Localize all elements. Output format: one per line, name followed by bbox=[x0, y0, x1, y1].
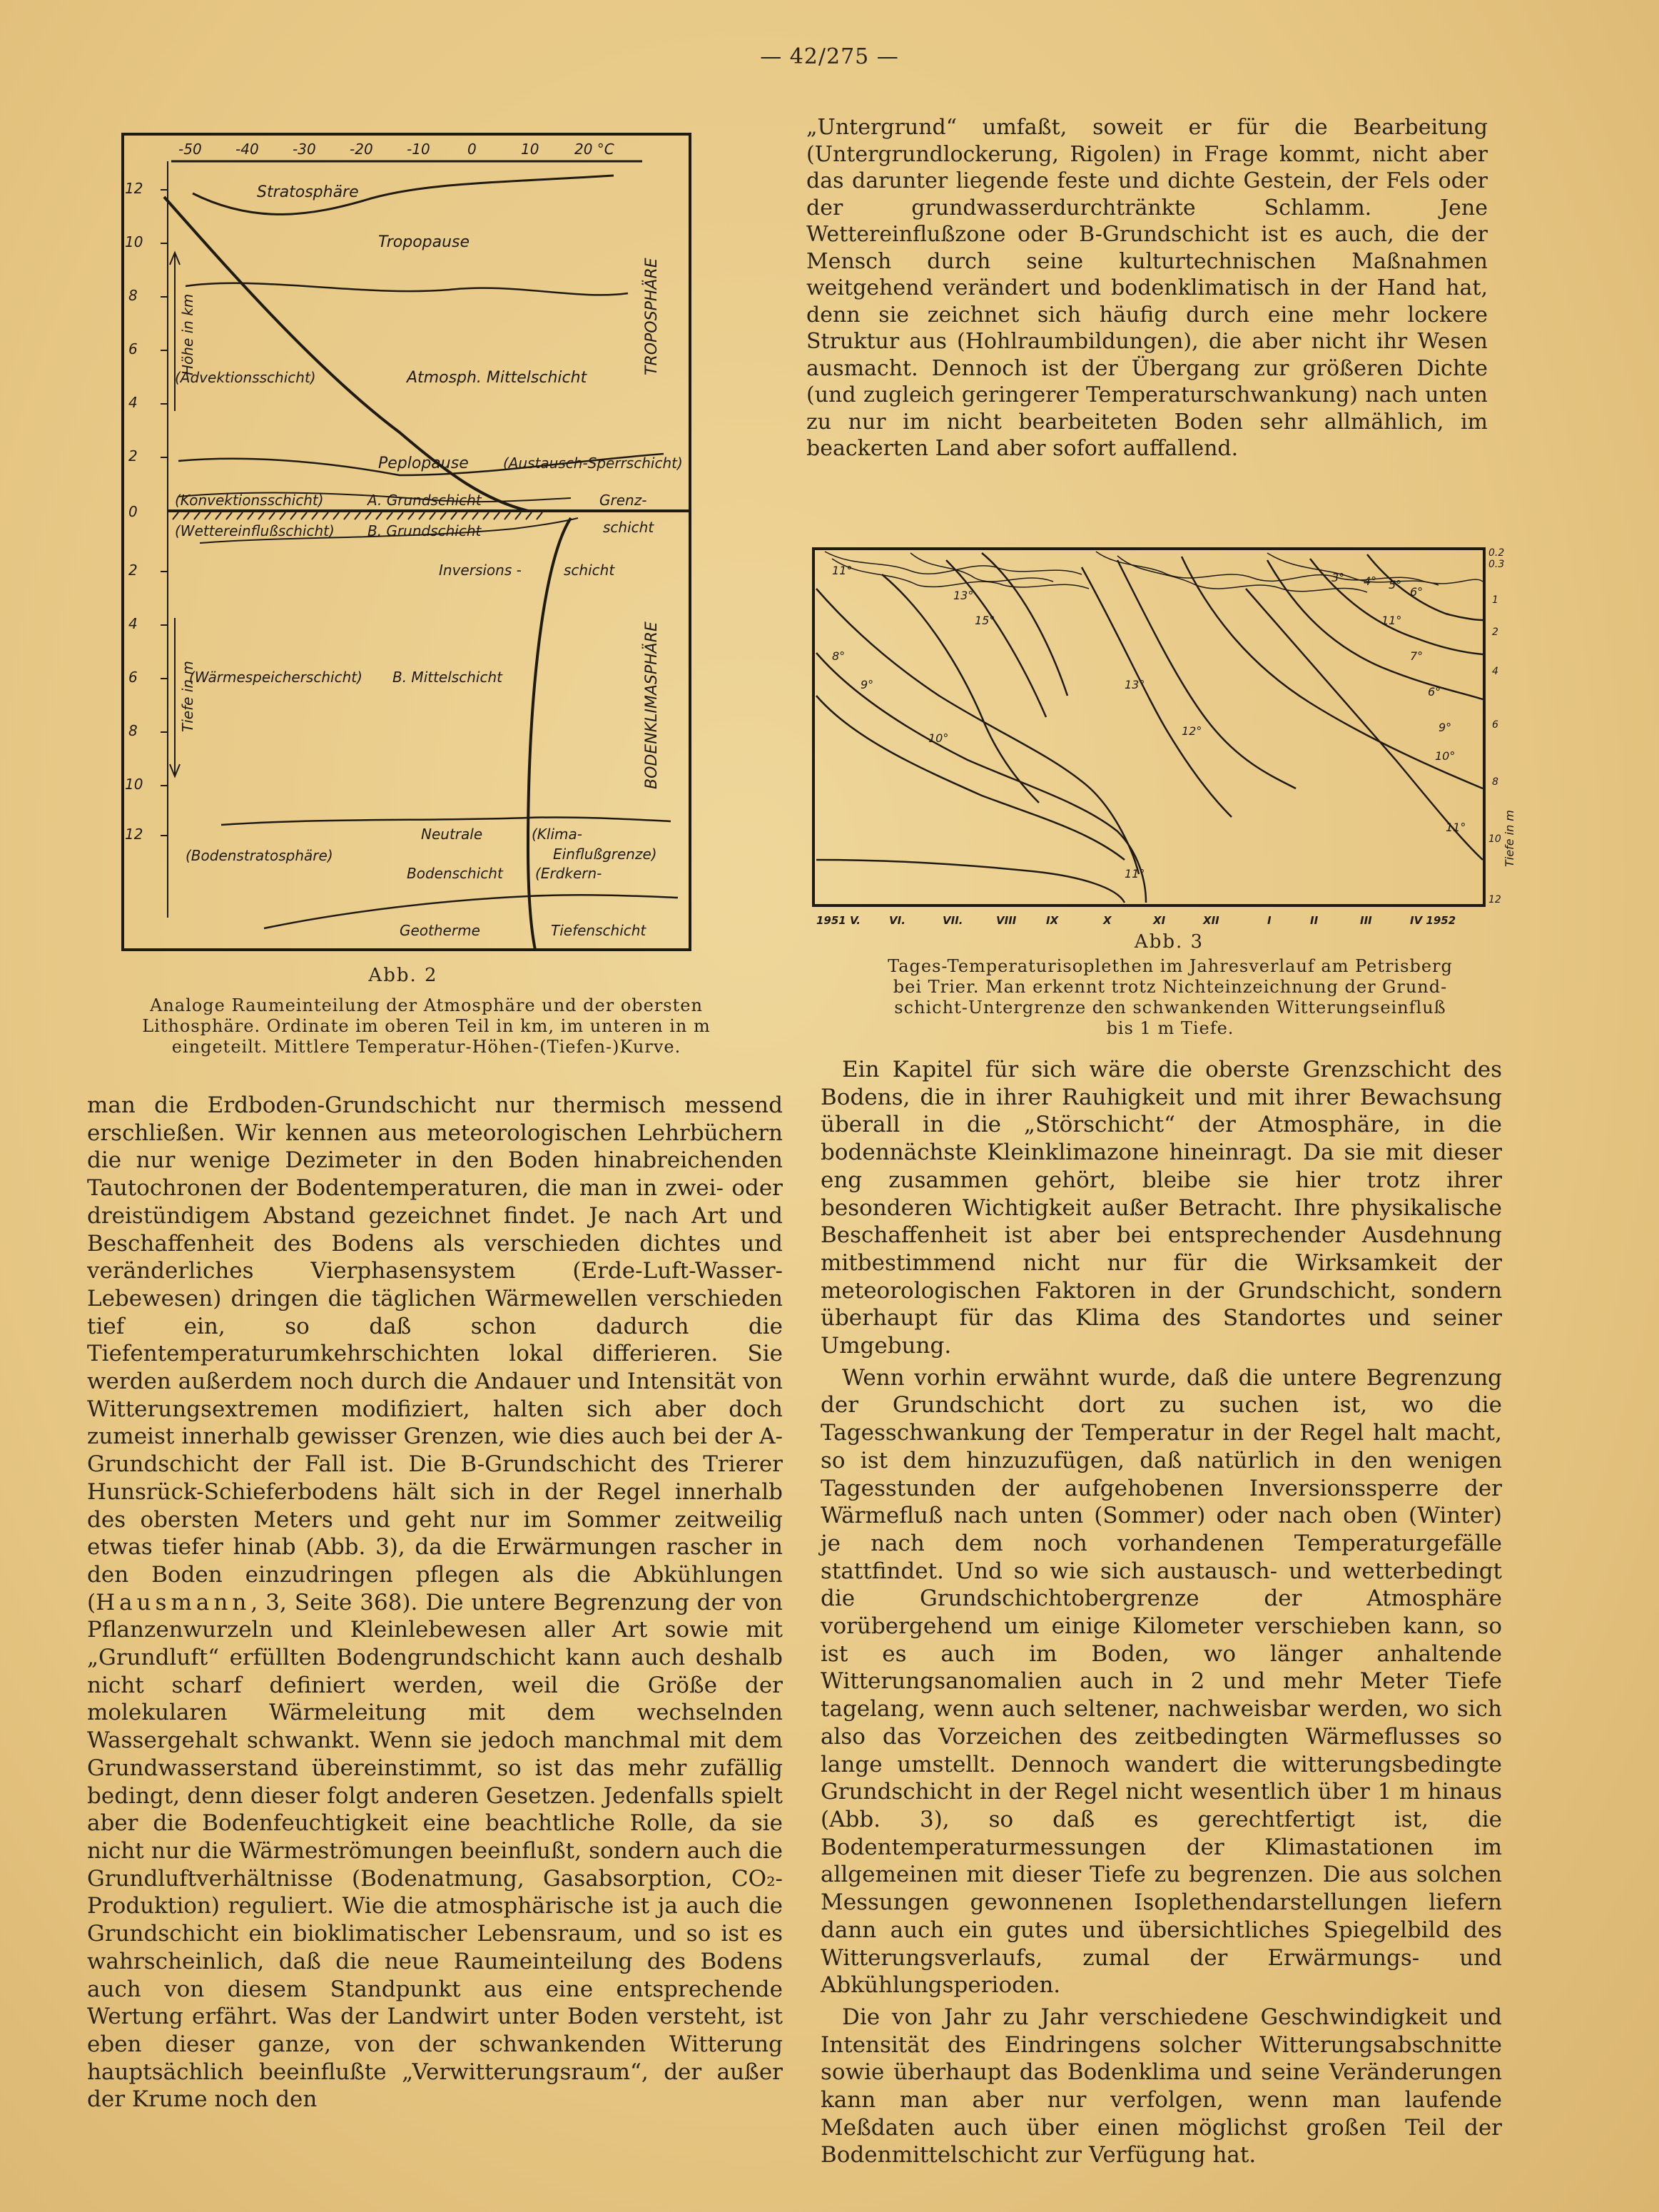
right-paragraph-2: Wenn vorhin erwähnt wurde, daß die untere Begrenzung der Grundschicht dort zu suchen ist, wo die Tagesschwankung der Temperatur in der Regel halt macht, so ist dem hinzuzufügen, daß natürlich in den wenigen Tagesstunden der aufgehobenen Inversionssperre der Wärmefluß nach unten (Sommer) oder nach oben (Winter) je nach dem noch vorhandenen Temperaturgefälle stattfindet. Und so wie sich austausch- und wetterbedingt die Grundschichtobergrenze der Atmosphäre vorübergehend um einige Kilometer verschieben kann, so ist es auch im Boden, wo länger anhaltende Witterungsanomalien auch in 2 und mehr Meter Tiefe tagelang, wenn auch seltener, nachweisbar werden, wo sich also das Vorzeichen des zeitbedingten Wärmeflusses so lange umstellt. Dennoch wandert die witterungsbedingte Grundschicht in der Regel nicht wesentlich über 1 m hinaus (Abb. 3), so daß es gerechtfertigt ist, die Bodentemperaturmessungen der Klimastationen im allgemeinen mit dieser Tiefe zu begrenzen. Die aus solchen Messungen gewonnenen Isoplethendarstellungen liefern dann auch ein gutes und übersichtliches Spiegelbild des Witterungsverlaufs, zumal der Erwärmungs- und Abkühlungsperioden. bbox=[821, 1364, 1502, 1999]
fig2-temp-tick: -10 bbox=[407, 141, 430, 158]
fig3-month-label: VII. bbox=[943, 914, 963, 927]
fig2-depth-tick: 4 bbox=[128, 615, 138, 632]
fig3-isotherm-label: 5° bbox=[1389, 578, 1402, 592]
fig3-surface-bands bbox=[825, 552, 1483, 592]
fig2-axis-height: Höhe in km bbox=[179, 293, 196, 375]
fig3-depth-axis: Tiefe in m bbox=[1503, 810, 1516, 867]
author-name: Hausmann bbox=[96, 1589, 251, 1615]
fig3-isotherm-label: 6° bbox=[1428, 685, 1441, 699]
page-number: — 42/275 — bbox=[760, 44, 899, 69]
right-top-paragraph: „Untergrund“ umfaßt, soweit er für die Bearbeitung (Untergrundlockerung, Rigolen) in Frage kommt, nicht aber das darunter liegende feste und dichte Gestein, der Fels oder der grundwasserdurchtränkte Schlamm. Jene Wettereinflußzone oder B-Grundschicht ist es auch, die der Mensch durch seine kulturtechnischen Maßnahmen weitgehend verändert und bodenklimatisch in der Hand hat, denn sie zeichnet sich häufig durch eine mehr lockere Struktur aus (Hohlraumbildungen), die aber nicht ihr Wesen ausmacht. Dennoch ist der Übergang zur größeren Dichte (und zugleich geringerer Temperaturschwankung) nach unten zu nur im nicht bearbeiteten Boden sehr allmählich, im beackerten Land aber sofort auffallend. bbox=[806, 115, 1488, 461]
fig2-depth-tick: 6 bbox=[128, 669, 138, 686]
fig2-label-austausch: (Austausch-Sperrschicht) bbox=[503, 455, 683, 472]
fig3-isotherm-label: 11° bbox=[1381, 614, 1402, 627]
fig2-label-inversions: Inversions - bbox=[439, 562, 522, 579]
fig2-temp-tick: -50 bbox=[178, 141, 202, 158]
fig3-isotherm-label: 11° bbox=[1446, 821, 1466, 834]
fig3-depth-ticks bbox=[1488, 547, 1504, 905]
fig3-depth-tick: 1 bbox=[1492, 594, 1498, 606]
fig3-month-labels bbox=[816, 914, 1456, 927]
fig3-month-label: IV 1952 bbox=[1410, 914, 1456, 927]
fig3-month-label: II bbox=[1310, 914, 1319, 927]
fig2-height-tick: 12 bbox=[125, 180, 143, 197]
fig2-temp-tick: -40 bbox=[235, 141, 259, 158]
right-column bbox=[821, 1056, 1502, 2169]
fig2-depth-tick: 12 bbox=[125, 826, 143, 843]
fig3-isotherm-label: 4° bbox=[1364, 574, 1377, 588]
fig2-ordinate-ticks bbox=[161, 190, 168, 836]
fig3-isotherm-label: 8° bbox=[832, 649, 846, 663]
fig3-depth-tick: 10 bbox=[1488, 833, 1501, 845]
fig2-label-bodenschicht: Bodenschicht bbox=[407, 865, 503, 882]
figure-2-caption bbox=[71, 995, 781, 1057]
fig3-isotherm-label: 13° bbox=[1125, 678, 1145, 691]
fig3-isotherm-label: 10° bbox=[1435, 749, 1456, 763]
fig3-depth-tick: 4 bbox=[1492, 666, 1498, 677]
fig2-temp-tick: 20 °C bbox=[574, 141, 614, 158]
fig3-month-label: I bbox=[1267, 914, 1272, 927]
fig2-label-peplopause: Peplopause bbox=[378, 455, 469, 472]
caption-line: eingeteilt. Mittlere Temperatur-Höhen-(Tiefen-)Kurve. bbox=[171, 1037, 681, 1057]
fig3-month-label: XII bbox=[1203, 914, 1219, 927]
fig3-isotherm-label: 6° bbox=[1410, 585, 1424, 599]
right-top-column bbox=[806, 114, 1488, 462]
fig2-label-tiefenschicht: Tiefenschicht bbox=[551, 922, 646, 939]
left-column bbox=[87, 1092, 783, 2114]
fig2-label-troposphaere: TROPOSPHÄRE bbox=[643, 258, 661, 375]
fig2-label-tropopause: Tropopause bbox=[378, 233, 470, 251]
fig3-isotherm-label: 9° bbox=[861, 678, 874, 691]
fig3-isotherms bbox=[816, 553, 1483, 903]
fig3-depth-tick: 0.2 bbox=[1488, 547, 1505, 559]
fig3-depth-tick: 6 bbox=[1492, 719, 1498, 731]
fig2-label-schicht-2: schicht bbox=[564, 562, 615, 579]
fig3-frame bbox=[813, 549, 1484, 905]
fig3-depth-tick: 2 bbox=[1492, 626, 1498, 638]
fig2-label-mittelschicht-atm: Atmosph. Mittelschicht bbox=[407, 369, 587, 387]
left-text-part-1: man die Erdboden-Grundschicht nur thermisch messend erschließen. Wir kennen aus meteorologischen Lehrbüchern die nur wenige Dezimeter in den Boden hinabreichenden Tautochronen der Bodentemperaturen, die man in zwei- oder dreistündigem Abstand gezeichnet findet. Je nach Art und Beschaffenheit des Bodens als verschieden dichtes und veränderliches Vierphasensystem (Erde-Luft-Wasser-Lebewesen) dringen die täglichen Wärmewellen verschieden tief ein, so daß schon dadurch die Tiefentemperaturumkehrschichten lokal differieren. Sie werden außerdem noch durch die Andauer und Intensität von Witterungsextremen modifiziert, halten sich aber doch zumeist innerhalb gewisser Grenzen, wie dies auch bei der A-Grundschicht der Fall ist. Die B-Grundschicht des Trierer Hunsrück-Schieferbodens hält sich in der Regel innerhalb des obersten Meters und geht nur im Sommer zeitweilig etwas tiefer hinab (Abb. 3), da die Erwärmungen rascher in den Boden einzudringen pflegen als die Abkühlungen ( bbox=[87, 1092, 783, 1615]
fig2-label-klima: (Klima- bbox=[532, 826, 582, 843]
fig3-month-label: III bbox=[1360, 914, 1372, 927]
fig3-depth-tick: 12 bbox=[1488, 894, 1501, 905]
figure-3-label: Abb. 3 bbox=[1134, 931, 1204, 953]
fig2-label-bodenklimasphaere: BODENKLIMASPHÄRE bbox=[643, 622, 661, 789]
fig2-label-stratosphaere: Stratosphäre bbox=[257, 183, 359, 201]
figure-2-label: Abb. 2 bbox=[368, 965, 438, 986]
fig2-label-grenz: Grenz- bbox=[599, 492, 647, 509]
fig2-temp-tick: 10 bbox=[521, 141, 539, 158]
caption-line: schicht-Untergrenze den schwankenden Witterungseinfluß bbox=[894, 998, 1446, 1018]
fig3-month-label: VIII bbox=[996, 914, 1017, 927]
fig3-isotherm-label: 7° bbox=[1410, 649, 1424, 663]
fig2-axis-depth: Tiefe in m bbox=[179, 661, 196, 732]
fig2-label-einfluss: Einflußgrenze) bbox=[553, 846, 657, 863]
caption-line: Tages-Temperaturisoplethen im Jahresverlauf am Petrisberg bbox=[888, 956, 1453, 976]
right-paragraph-1: Ein Kapitel für sich wäre die oberste Grenzschicht des Bodens, die in ihrer Rauhigkeit und mit ihrer Bewachsung überall in die „Störschicht“ der Atmosphäre, in die bodennächste Kleinklimazone hineinragt. Da sie mit dieser eng zusammen gehört, bleibe sie hier trotz ihrer besonderen Wichtigkeit außer Betracht. Ihre physikalische Beschaffenheit ist aber bei entsprechender Ausdehnung mitbestimmend nicht nur für die Wirksamkeit der meteorologischen Faktoren in der Grundschicht, sondern überhaupt für das Klima des Standortes und seiner Umgebung. bbox=[821, 1057, 1502, 1359]
caption-line: bis 1 m Tiefe. bbox=[1106, 1018, 1234, 1038]
fig3-month-label: VI. bbox=[889, 914, 905, 927]
fig3-isotherm-label: 9° bbox=[1439, 721, 1452, 734]
fig2-neutrale-curve bbox=[221, 817, 671, 825]
fig2-temp-ticks bbox=[178, 141, 614, 158]
fig2-label-geotherme: Geotherme bbox=[400, 922, 480, 939]
fig2-label-erdkern: (Erdkern- bbox=[535, 865, 602, 882]
fig3-isotherm-label: 13° bbox=[953, 589, 974, 602]
fig2-label-b-mittelschicht: B. Mittelschicht bbox=[392, 669, 502, 686]
fig3-isotherm-label: 15° bbox=[975, 614, 995, 627]
fig3-month-label: X bbox=[1103, 914, 1112, 927]
fig2-label-neutrale: Neutrale bbox=[421, 826, 483, 843]
fig2-label-wettereinfluss: (Wettereinflußschicht) bbox=[175, 522, 335, 539]
fig2-label-waermespeicher: (Wärmespeicherschicht) bbox=[189, 669, 362, 686]
fig2-label-bodenstrato: (Bodenstratosphäre) bbox=[186, 847, 333, 864]
fig2-label-konvektion: (Konvektionsschicht) bbox=[175, 492, 324, 509]
fig2-label-advektion: (Advektionsschicht) bbox=[175, 369, 316, 386]
fig3-month-label: XI bbox=[1153, 914, 1166, 927]
fig2-height-tick: 0 bbox=[128, 503, 138, 520]
fig2-depth-tick: 8 bbox=[128, 722, 138, 739]
fig2-stratopause-curve bbox=[193, 176, 614, 214]
caption-line: Lithosphäre. Ordinate im oberen Teil in km, im unteren in m bbox=[142, 1016, 711, 1036]
fig2-height-tick: 8 bbox=[128, 287, 138, 304]
fig3-isotherm-labels bbox=[832, 564, 1466, 881]
fig2-ground-hatch bbox=[173, 512, 542, 519]
left-paragraph bbox=[87, 1092, 783, 2114]
figure-3-chart bbox=[811, 546, 1528, 931]
fig2-temp-tick: 0 bbox=[467, 141, 477, 158]
figure-3-caption bbox=[799, 956, 1541, 1039]
fig3-isotherm-label: 10° bbox=[928, 731, 949, 745]
fig2-temperature-curve bbox=[164, 197, 528, 511]
fig3-isotherm-label: 3° bbox=[1331, 571, 1345, 584]
right-paragraph-3: Die von Jahr zu Jahr verschiedene Geschwindigkeit und Intensität des Eindringens solcher Witterungsabschnitte sowie überhaupt das Bodenklima und seine Veränderungen kann man aber nur verfolgen, wenn man laufende Meßdaten auch über einen möglichst großen Teil der Bodenmittelschicht zur Verfügung hat. bbox=[821, 2004, 1502, 2168]
fig2-temp-tick: -20 bbox=[350, 141, 373, 158]
fig2-height-tick: 6 bbox=[128, 340, 138, 357]
fig2-temp-tick: -30 bbox=[293, 141, 316, 158]
fig3-isotherm-label: 11° bbox=[832, 564, 853, 577]
fig2-height-tick: 2 bbox=[128, 447, 138, 465]
fig3-month-label: 1951 V. bbox=[816, 914, 861, 927]
fig3-month-label: IX bbox=[1046, 914, 1059, 927]
fig3-depth-tick: 0.3 bbox=[1488, 559, 1505, 570]
fig2-height-tick: 4 bbox=[128, 394, 138, 411]
fig2-label-schicht-1: schicht bbox=[603, 519, 654, 536]
figure-2-diagram bbox=[114, 133, 692, 953]
fig2-depth-tick: 10 bbox=[125, 776, 143, 793]
left-text-part-2: , 3, Seite 368). Die untere Begrenzung der von Pflanzenwurzeln und Kleinlebewesen aller Art sowie mit „Grundluft“ erfüllten Bodengrundschicht kann auch deshalb nicht scharf definiert werden, weil die Größe der molekularen Wärmeleitung mit dem wechselnden Wassergehalt schwankt. Wenn sie jedoch manchmal mit dem Grundwasserstand übereinstimmt, so ist das mehr zufällig bedingt, denn dieser folgt anderen Gesetzen. Jedenfalls spielt aber die Bodenfeuchtigkeit eine beachtliche Rolle, da sie nicht nur die Wärmeströmungen beeinflußt, sondern auch die Grundluftverhältnisse (Bodenatmung, Gasabsorption, CO₂-Produktion) reguliert. Wie die atmosphärische ist ja auch die Grundschicht ein bioklimatischer Lebensraum, und so ist es wahrscheinlich, daß die neue Raumeinteilung des Bodens auch von diesem Standpunkt aus eine entsprechende Wertung erfährt. Was der Landwirt unter Boden versteht, ist eben dieser ganze, von der schwankenden Witterung hauptsächlich beeinflußte „Verwitterungsraum“, der außer der Krume noch den bbox=[87, 1589, 783, 2113]
fig3-isotherm-label: 12° bbox=[1182, 724, 1202, 738]
fig3-isotherm-label: 11° bbox=[1125, 867, 1145, 881]
caption-line: Analoge Raumeinteilung der Atmosphäre und der obersten bbox=[150, 995, 703, 1015]
fig2-height-ticks bbox=[125, 180, 143, 520]
caption-line: bei Trier. Man erkennt trotz Nichteinzeichnung der Grund- bbox=[893, 977, 1448, 997]
fig2-label-b-grundschicht: B. Grundschicht bbox=[367, 522, 482, 539]
fig2-height-tick: 10 bbox=[125, 233, 143, 250]
fig2-depth-ticks bbox=[125, 562, 143, 843]
fig2-depth-tick: 2 bbox=[128, 562, 138, 579]
fig2-label-a-grundschicht: A. Grundschicht bbox=[367, 492, 482, 509]
fig2-geotherme-curve bbox=[528, 518, 571, 950]
fig3-depth-tick: 8 bbox=[1492, 776, 1498, 788]
